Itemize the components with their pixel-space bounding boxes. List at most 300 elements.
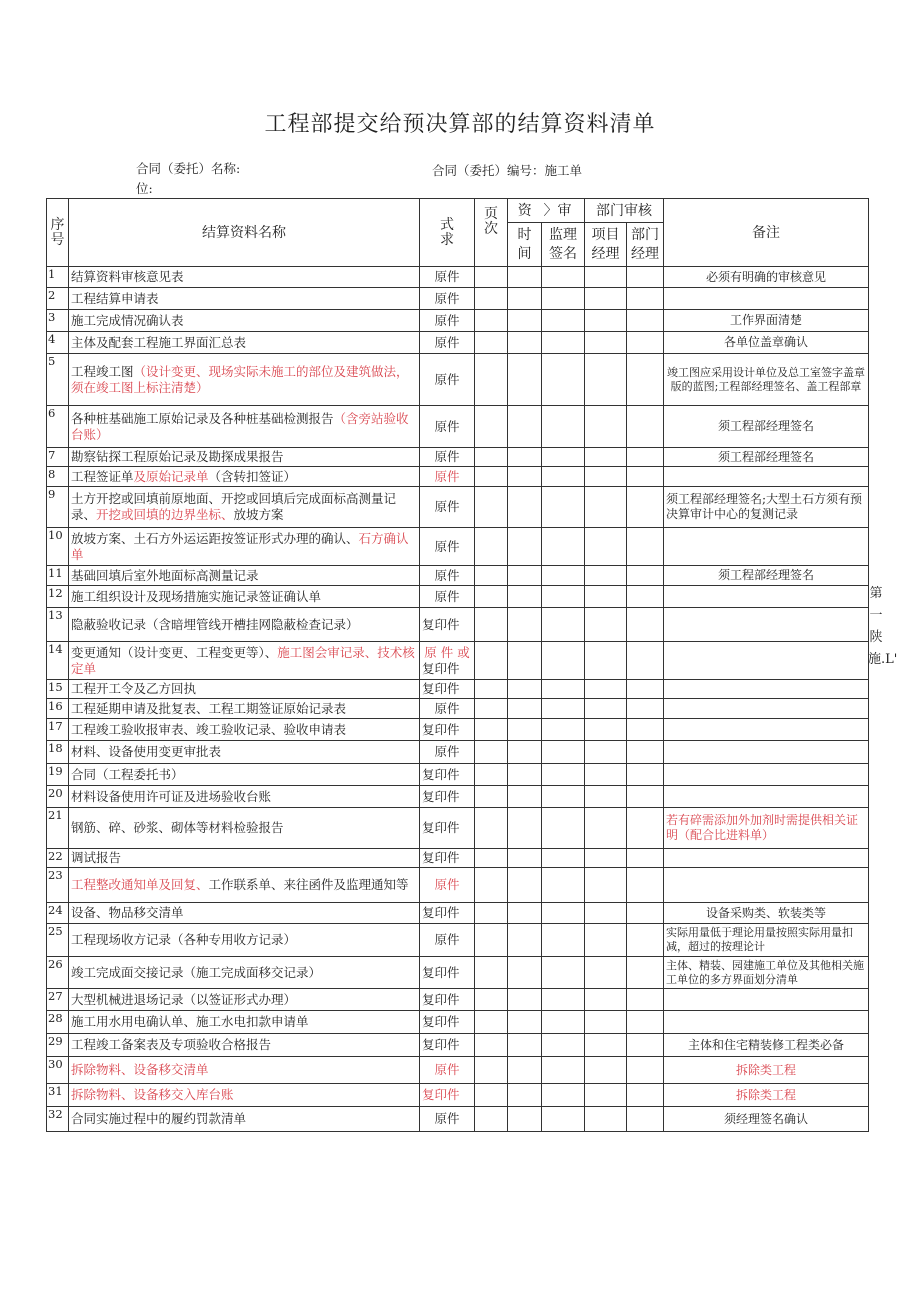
table-row [47,332,869,354]
row-number: 32 [47,1107,69,1132]
row-number: 17 [47,719,69,741]
blank-cell [508,1057,542,1084]
blank-cell [542,699,585,719]
blank-cell [585,288,627,310]
form-requirement [420,808,475,849]
blank-cell [542,868,585,903]
document-name-part: 主体及配套工程施工界面汇总表 [71,334,247,350]
blank-cell [585,808,627,849]
table-row [47,1107,869,1132]
document-name-part: 施工图会审记录、技术核定单 [71,644,415,676]
blank-cell [508,786,542,808]
header-review-b: 〉审 [542,199,585,223]
form-requirement [420,699,475,719]
form-text: 原件 [434,700,460,716]
blank-cell [475,1057,508,1084]
blank-cell [508,354,542,406]
form-requirement [420,586,475,608]
document-name [69,448,420,467]
remark [664,849,869,868]
form-requirement [420,642,475,680]
blank-cell [475,310,508,332]
header-dept-review: 部门审核 [585,199,664,223]
table-row [47,406,869,448]
blank-cell [542,448,585,467]
row-number: 26 [47,957,69,989]
blank-cell [627,267,664,288]
blank-cell [508,566,542,586]
form-text: 原件 [434,499,460,514]
remark [664,699,869,719]
document-name-part: （含旁站验收台账） [71,410,409,442]
form-text: 复印件 [422,616,460,632]
table-row [47,741,869,764]
document-name [69,924,420,957]
form-requirement [420,1084,475,1107]
header-no: 序号 [47,199,69,267]
blank-cell [627,957,664,989]
blank-cell [585,467,627,487]
blank-cell [627,808,664,849]
blank-cell [585,957,627,989]
blank-cell [475,786,508,808]
document-name [69,903,420,924]
form-text: 原件 [434,1111,460,1126]
blank-cell [475,608,508,642]
blank-cell [475,699,508,719]
document-name-part: 工程竣工验收报审表、竣工验收记录、验收申请表 [71,721,347,737]
document-name-part: 工程开工令及乙方回执 [71,681,197,696]
blank-cell [542,608,585,642]
blank-cell [542,354,585,406]
document-name [69,310,420,332]
row-number: 3 [47,310,69,332]
blank-cell [627,586,664,608]
blank-cell [508,989,542,1011]
form-text: 复印件 [422,1014,460,1029]
blank-cell [585,566,627,586]
blank-cell [585,1084,627,1107]
blank-cell [508,487,542,528]
blank-cell [627,764,664,786]
row-number: 9 [47,487,69,528]
blank-cell [627,924,664,957]
remark: 设备采购类、软装类等 [664,903,869,924]
blank-cell [542,406,585,448]
blank-cell [627,786,664,808]
document-name [69,586,420,608]
blank-cell [627,699,664,719]
blank-cell [475,586,508,608]
blank-cell [475,957,508,989]
form-requirement [420,1057,475,1084]
header-dept-manager: 部门经理 [627,223,664,267]
blank-cell [542,989,585,1011]
blank-cell [585,903,627,924]
blank-cell [627,680,664,699]
blank-cell [627,1084,664,1107]
form-text: 原件 [434,744,460,759]
document-name [69,699,420,719]
blank-cell [475,868,508,903]
remark: 必须有明确的审核意见 [664,267,869,288]
document-name-part: 工程延期申请及批复表、工程工期签证原始记录表 [71,700,347,716]
document-name-part: 结算资料审核意见表 [71,269,184,284]
document-name-part: 调试报告 [71,850,122,865]
row-number: 14 [47,642,69,680]
blank-cell [627,528,664,566]
unit-label: 位: [136,181,153,196]
blank-cell [542,467,585,487]
remark: 实际用量低于理论用量按照实际用量扣减，超过的按理论计 [664,924,869,957]
blank-cell [508,680,542,699]
table-row [47,1011,869,1034]
document-name [69,719,420,741]
blank-cell [508,868,542,903]
contract-no-label: 合同（委托）编号：施工单 [432,163,583,178]
table-row [47,786,869,808]
form-requirement [420,1107,475,1132]
header-time: 时间 [508,223,542,267]
form-requirement [420,719,475,741]
table-row [47,288,869,310]
document-name-part: 钢筋、碎、砂浆、砌体等材料检验报告 [71,820,284,835]
form-text: 原 件 或 [424,644,470,660]
row-number: 27 [47,989,69,1011]
table-row [47,1084,869,1107]
document-name [69,849,420,868]
form-text: 复印件 [422,681,460,696]
blank-cell [585,406,627,448]
document-name-part: 放坡方案 [233,507,284,522]
row-number: 24 [47,903,69,924]
document-name-part: 工作联系单、来往函件及监理通知等 [208,877,409,892]
form-text: 原件 [434,269,460,284]
blank-cell [542,487,585,528]
header-supervisor-sign: 监理签名 [542,223,585,267]
document-name [69,528,420,566]
form-requirement [420,608,475,642]
document-name-part: 变更通知（设计变更、工程变更等）、 [71,644,278,660]
blank-cell [627,1034,664,1057]
blank-cell [475,528,508,566]
contract-name-label: 合同（委托）名称: [136,161,241,176]
document-name-part: 拆除物料、设备移交入库台账 [71,1087,234,1102]
row-number: 5 [47,354,69,406]
blank-cell [475,354,508,406]
document-name [69,808,420,849]
row-number: 25 [47,924,69,957]
table-row [47,487,869,528]
form-text: 原件 [434,538,460,554]
blank-cell [475,467,508,487]
blank-cell [627,868,664,903]
blank-cell [585,267,627,288]
table-row [47,849,869,868]
blank-cell [585,719,627,741]
blank-cell [542,288,585,310]
side-note: 第一陕施.L' [868,586,898,667]
blank-cell [585,487,627,528]
blank-cell [542,786,585,808]
blank-cell [542,719,585,741]
table-row [47,808,869,849]
blank-cell [542,267,585,288]
table-row [47,642,869,680]
blank-cell [627,332,664,354]
blank-cell [627,448,664,467]
form-requirement [420,310,475,332]
table-row [47,354,869,406]
blank-cell [475,924,508,957]
table-row [47,310,869,332]
form-requirement [420,786,475,808]
document-name-part: 勘察钻探工程原始记录及勘探成果报告 [71,449,284,464]
document-name [69,786,420,808]
blank-cell [508,406,542,448]
document-name [69,288,420,310]
blank-cell [542,1107,585,1132]
row-number: 11 [47,566,69,586]
page-title: 工程部提交给预决算部的结算资料清单 [264,112,656,137]
row-number: 28 [47,1011,69,1034]
remark: 须经理签名确认 [664,1107,869,1132]
form-requirement [420,487,475,528]
row-number: 10 [47,528,69,566]
form-requirement [420,868,475,903]
document-name-part: 工程签证单 [71,468,134,484]
blank-cell [508,288,542,310]
remark: 各单位盖章确认 [664,332,869,354]
blank-cell [585,741,627,764]
blank-cell [475,487,508,528]
blank-cell [542,566,585,586]
blank-cell [542,957,585,989]
row-number: 6 [47,406,69,448]
blank-cell [508,741,542,764]
blank-cell [627,310,664,332]
document-name [69,957,420,989]
blank-cell [542,1084,585,1107]
blank-cell [585,849,627,868]
document-name [69,467,420,487]
blank-cell [508,808,542,849]
blank-cell [475,406,508,448]
form-requirement [420,680,475,699]
blank-cell [542,586,585,608]
form-text: 原件 [434,468,460,484]
blank-cell [542,808,585,849]
blank-cell [475,448,508,467]
blank-cell [475,719,508,741]
blank-cell [585,989,627,1011]
form-requirement [420,528,475,566]
table-row [47,566,869,586]
blank-cell [475,903,508,924]
blank-cell [508,642,542,680]
document-name [69,354,420,406]
blank-cell [542,528,585,566]
document-name-part: 基础回填后室外地面标高测量记录 [71,567,259,583]
document-name-part: 石方确认单 [71,530,409,562]
remark [664,741,869,764]
blank-cell [585,586,627,608]
blank-cell [475,1011,508,1034]
blank-cell [627,719,664,741]
form-text: 原件 [434,312,460,328]
document-name-part: 材料、设备使用变更审批表 [71,744,222,759]
form-text: 复印件 [422,1037,460,1052]
remark: 须工程部经理签名 [664,406,869,448]
row-number: 7 [47,448,69,467]
document-name [69,1084,420,1107]
form-requirement [420,566,475,586]
remark [664,608,869,642]
remark [664,786,869,808]
table-row [47,680,869,699]
blank-cell [585,1057,627,1084]
document-name-part: 工程竣工备案表及专项验收合格报告 [71,1037,272,1052]
blank-cell [542,849,585,868]
document-name-part: 施工组织设计及现场措施实施记录签证确认单 [71,588,322,604]
remark: 竣工图应采用设计单位及总工室签字盖章版的蓝图;工程部经理签名、盖工程部章 [664,354,869,406]
form-text: 原件 [434,567,460,583]
document-name-part: 拆除物料、设备移交清单 [71,1062,209,1077]
blank-cell [508,1084,542,1107]
blank-cell [627,487,664,528]
settlement-table [46,198,869,1132]
row-number: 29 [47,1034,69,1057]
form-text: 原件 [434,1062,460,1077]
blank-cell [542,1011,585,1034]
table-row [47,764,869,786]
form-requirement [420,332,475,354]
form-requirement [420,406,475,448]
blank-cell [627,288,664,310]
form-text: 复印件 [422,788,460,804]
header-name: 结算资料名称 [69,199,420,267]
table-row [47,957,869,989]
form-requirement [420,849,475,868]
header-remark: 备注 [664,199,869,267]
blank-cell [508,957,542,989]
remark [664,719,869,741]
blank-cell [585,764,627,786]
remark [664,528,869,566]
blank-cell [542,1034,585,1057]
table-row [47,989,869,1011]
form-requirement [420,989,475,1011]
document-name [69,1107,420,1132]
form-text: 原件 [434,588,460,604]
remark: 主体和住宅精装修工程类必备 [664,1034,869,1057]
blank-cell [542,924,585,957]
document-name [69,487,420,528]
blank-cell [542,310,585,332]
blank-cell [585,1034,627,1057]
document-name [69,764,420,786]
form-text: 原件 [434,290,460,306]
blank-cell [627,903,664,924]
remark: 拆除类工程 [664,1084,869,1107]
form-text-alt: 复印件 [422,660,460,676]
document-name-part: （含转扣签证） [208,468,297,484]
blank-cell [627,1107,664,1132]
blank-cell [585,642,627,680]
blank-cell [508,608,542,642]
remark [664,1011,869,1034]
blank-cell [508,903,542,924]
blank-cell [627,989,664,1011]
document-name [69,608,420,642]
table-row [47,1034,869,1057]
blank-cell [585,1107,627,1132]
blank-cell [585,924,627,957]
row-number: 12 [47,586,69,608]
remark [664,642,869,680]
blank-cell [627,354,664,406]
blank-cell [475,1034,508,1057]
blank-cell [585,310,627,332]
form-text: 复印件 [422,820,460,835]
remark [664,467,869,487]
form-text: 原件 [434,371,460,387]
table-row [47,467,869,487]
blank-cell [508,849,542,868]
blank-cell [585,354,627,406]
document-name [69,332,420,354]
blank-cell [508,1034,542,1057]
form-text: 复印件 [422,766,460,782]
remark: 须工程部经理签名 [664,566,869,586]
form-text: 原件 [434,932,460,947]
document-name-part: 设备、物品移交清单 [71,905,184,920]
table-row [47,868,869,903]
document-name-part: 大型机械进退场记录（以签证形式办理） [71,991,297,1007]
remark: 主体、精装、园建施工单位及其他相关施工单位的多方界面划分清单 [664,957,869,989]
remark [664,288,869,310]
row-number: 15 [47,680,69,699]
row-number: 23 [47,868,69,903]
form-text: 复印件 [422,721,460,737]
form-requirement [420,957,475,989]
document-name-part: 合同（工程委托书） [71,766,184,782]
blank-cell [627,1057,664,1084]
blank-cell [508,924,542,957]
blank-cell [508,467,542,487]
blank-cell [542,741,585,764]
document-name-part: （设计变更、现场实际未施工的部位及建筑做法，须在竣工图上标注清楚） [71,363,409,395]
row-number: 20 [47,786,69,808]
document-name [69,1057,420,1084]
table-row [47,1057,869,1084]
blank-cell [508,1011,542,1034]
blank-cell [475,764,508,786]
document-name-part: 土方开挖或回填前原地面、开挖或回填后完成面标高测量记录、 [71,491,397,522]
document-name-part: 合同实施过程中的履约罚款清单 [71,1111,247,1126]
blank-cell [475,1084,508,1107]
row-number: 13 [47,608,69,642]
blank-cell [542,903,585,924]
blank-cell [585,608,627,642]
document-name-part: 竣工完成面交接记录（施工完成面移交记录） [71,964,322,980]
blank-cell [542,1057,585,1084]
row-number: 21 [47,808,69,849]
remark [664,586,869,608]
document-name-part: 放坡方案、土石方外运运距按签证形式办理的确认、 [71,530,359,546]
blank-cell [475,566,508,586]
blank-cell [475,267,508,288]
